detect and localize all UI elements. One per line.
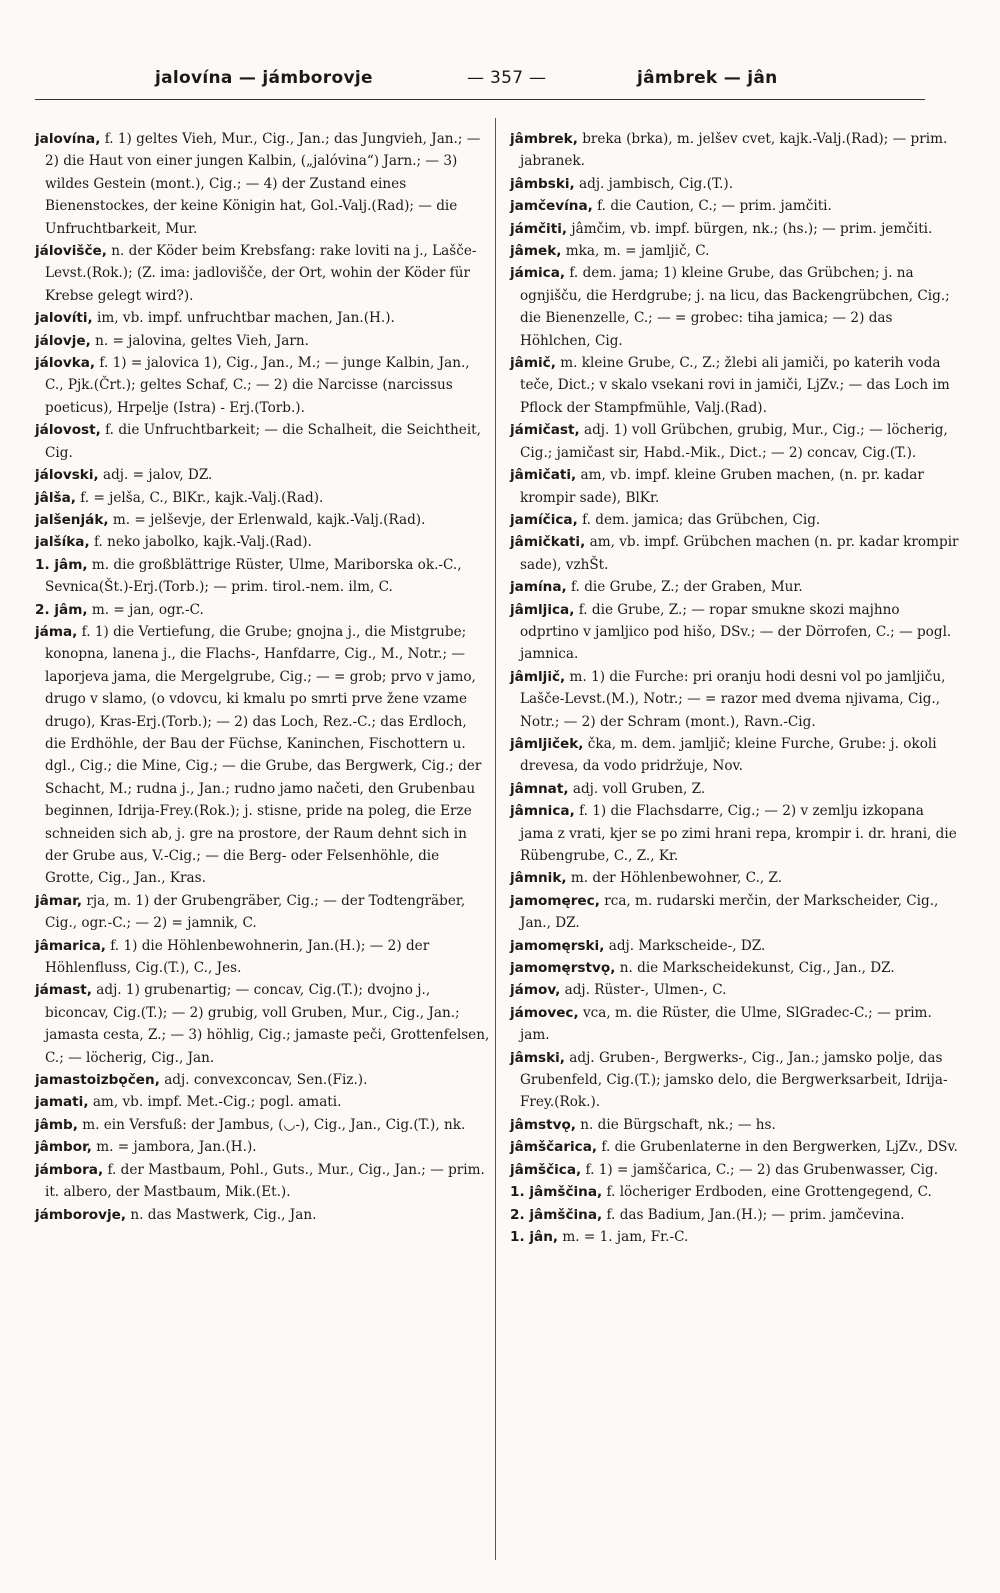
dictionary-entry: [510, 957, 960, 979]
entry-headword: jálovski,: [35, 467, 99, 484]
entry-definition: jâmčim, vb. impf. bürgen, nk.; (hs.); — prim. jemčiti.: [571, 220, 933, 237]
dictionary-entry: [510, 666, 960, 733]
dictionary-entry: [510, 1047, 960, 1114]
entry-definition: čka, m. dem. jamljič; kleine Furche, Grube: j. okoli drevesa, da vodo pridržuje, Nov.: [520, 735, 937, 775]
entry-headword: jâmnica,: [510, 803, 575, 820]
entry-definition: adj. convexconcav, Sen.(Fiz.).: [164, 1072, 368, 1089]
dictionary-entry: [510, 262, 960, 352]
dictionary-entry: [510, 599, 960, 666]
entry-definition: mka, m. = jamljič, C.: [565, 243, 710, 260]
dictionary-entry: [510, 173, 960, 195]
entry-definition: n. der Köder beim Krebsfang: rake loviti na j., Lašče-Levst.(Rok.); (Z. ima: jadlovišče, der Ort, wohin der Köder für Krebse gelegt wird?).: [45, 243, 477, 304]
dictionary-entry: [510, 867, 960, 889]
entry-headword: jamčevína,: [510, 198, 593, 215]
entry-headword: jáma,: [35, 623, 78, 640]
entry-headword: jâmarica,: [35, 937, 106, 954]
dictionary-entry: [510, 352, 960, 419]
dictionary-entry: [510, 1002, 960, 1047]
dictionary-entry: [35, 979, 490, 1069]
dictionary-entry: [510, 1136, 960, 1158]
entry-definition: n. die Markscheidekunst, Cig., Jan., DZ.: [619, 960, 895, 977]
entry-headword: jámbora,: [35, 1161, 104, 1178]
dictionary-entry: [510, 1204, 960, 1226]
dictionary-entry: [35, 599, 490, 621]
entry-headword: jamomęrec,: [510, 892, 600, 909]
entry-headword: jalšíka,: [35, 534, 90, 551]
entry-definition: f. löcheriger Erdboden, eine Grottengegend, C.: [606, 1184, 932, 1201]
dictionary-entry: [35, 531, 490, 553]
entry-definition: f. der Mastbaum, Pohl., Guts., Mur., Cig., Jan.; — prim. it. albero, der Mastbaum, Mik.(Et.).: [45, 1161, 485, 1201]
entry-headword: jâmič,: [510, 355, 556, 372]
right-column: [510, 128, 960, 1248]
entry-headword: jámovec,: [510, 1004, 579, 1021]
entry-headword: jamati,: [35, 1094, 89, 1111]
header-right-guide-words: jâmbrek — jân: [637, 68, 778, 88]
dictionary-entry: [35, 890, 490, 935]
column-divider: [495, 118, 496, 1560]
entry-headword: jalovíti,: [35, 310, 93, 327]
entry-definition: m. = jan, ogr.-C.: [91, 601, 204, 618]
entry-definition: f. neko jabolko, kajk.-Valj.(Rad).: [93, 534, 312, 551]
entry-definition: f. die Unfruchtbarkeit; — die Schalheit, die Seichtheit, Cig.: [45, 422, 481, 461]
entry-headword: 2. jâmščina,: [510, 1206, 603, 1223]
entry-definition: f. 1) die Höhlenbewohnerin, Jan.(H.); — 2) der Höhlenfluss, Cig.(T.), C., Jes.: [45, 937, 430, 977]
entry-definition: f. die Caution, C.; — prim. jamčiti.: [597, 198, 832, 215]
entry-definition: f. 1) die Vertiefung, die Grube; gnojna j., die Mistgrube; konopna, lanena j., die Flachs-, Hanfdarre, Cig., M., Notr.; — laporjeva jama, die Mergelgrube, Cig.; — = grob; prvo v jamo, drugo v slamo, (o vdovcu, ki kmalu po smrti prve žene vzame drugo), Kras-Erj.(Torb.); — 2) das Loch, Rez.-C.; das Erdloch, die Erdhöhle, der Bau der Füchse, Kaninchen, Fischottern u. dgl., Cig.; die Mine, Cig.; — die Grube, das Bergwerk, Cig.; der Schacht, M.; rudna j., Jan.; rudno jamo načeti, den Grubenbau beginnen, Idrija-Frey.(Rok.); j. stisne, pride na poleg, die Erze schneiden sich ab, j. gre na prostore, der Raum dehnt sich in der Grube aus, V.-Cig.; — die Berg- oder Felsenhöhle, die Grotte, Cig., Jan., Kras.: [45, 623, 482, 887]
entry-definition: f. 1) = jamščarica, C.; — 2) das Grubenwasser, Cig.: [585, 1161, 939, 1178]
entry-headword: jalšenják,: [35, 511, 109, 528]
entry-definition: am, vb. impf. Met.-Cig.; pogl. amati.: [92, 1094, 342, 1111]
entry-definition: f. 1) = jalovica 1), Cig., Jan., M.; — junge Kalbin, Jan., C., Pjk.(Črt.); geltes Schaf, C.; — 2) die Narcisse (narcissus poeticus), Hrpelje (Istra) - Erj.(Torb.).: [45, 355, 470, 416]
dictionary-entry: [510, 128, 960, 173]
entry-headword: jámov,: [510, 982, 561, 999]
entry-headword: jâmičati,: [510, 467, 577, 484]
entry-headword: jâlša,: [35, 489, 76, 506]
entry-definition: adj. 1) grubenartig; — concav, Cig.(T.); dvojno j., biconcav, Cig.(T.); — 2) grubig, voll Gruben, Mur., Cig., Jan.; jamasta cesta, Z.; — 3) höhlig, Cig.; jamaste peči, Grottenfelsen, C.; — löcherig, Cig., Jan.: [45, 982, 490, 1066]
dictionary-entry: [35, 1159, 490, 1204]
entry-headword: jálovišče,: [35, 243, 107, 260]
entry-definition: n. = jalovina, geltes Vieh, Jarn.: [95, 332, 309, 349]
entry-headword: jámborovje,: [35, 1206, 127, 1223]
entry-headword: jámičast,: [510, 422, 580, 439]
entry-definition: f. das Badium, Jan.(H.); — prim. jamčevina.: [606, 1206, 905, 1223]
dictionary-entry: [510, 1226, 960, 1248]
entry-headword: 1. jân,: [510, 1228, 559, 1245]
entry-headword: jâmski,: [510, 1049, 565, 1066]
entry-definition: f. die Grube, Z.; — ropar smukne skozi majhno odprtino v jamljico pod hišo, DSv.; — der Dörrofen, C.; — pogl. jamnica.: [520, 601, 952, 663]
entry-definition: f. die Grube, Z.; der Graben, Mur.: [571, 579, 803, 596]
entry-headword: jâmbrek,: [510, 131, 578, 147]
dictionary-entry: [35, 307, 490, 329]
entry-definition: adj. 1) voll Grübchen, grubig, Mur., Cig.; — löcherig, Cig.; jamičast sir, Habd.-Mik., Dict.; — 2) concav, Cig.(T.).: [520, 422, 948, 461]
dictionary-entry: [35, 464, 490, 486]
header-rule: [35, 99, 925, 100]
dictionary-entry: [510, 800, 960, 867]
entry-headword: jamastoizbǫčen,: [35, 1072, 160, 1089]
dictionary-entry: [510, 890, 960, 935]
dictionary-entry: [510, 1114, 960, 1136]
entry-headword: jâmbor,: [35, 1139, 92, 1156]
entry-definition: adj. voll Gruben, Z.: [572, 780, 706, 797]
entry-definition: vca, m. die Rüster, die Ulme, SlGradec-C.; — prim. jam.: [520, 1004, 932, 1044]
dictionary-entry: [35, 935, 490, 980]
entry-definition: breka (brka), m. jelšev cvet, kajk.-Valj.(Rad); — prim. jabranek.: [520, 131, 948, 170]
entry-definition: m. 1) die Furche: pri oranju hodi desni vol po jamljiču, Lašče-Levst.(M.), Notr.; — = razor med dvema njivama, Cig., Notr.; — 2) der Schram (mont.), Ravn.-Cig.: [520, 668, 946, 730]
entry-headword: jálovje,: [35, 332, 91, 349]
entry-definition: m. = jambora, Jan.(H.).: [96, 1139, 257, 1156]
dictionary-entry: [35, 240, 490, 307]
dictionary-entry: [510, 1181, 960, 1203]
entry-headword: jâmljič,: [510, 668, 566, 685]
entry-headword: jálovka,: [35, 355, 96, 372]
dictionary-entry: [510, 1159, 960, 1181]
entry-definition: n. die Bürgschaft, nk.; — hs.: [580, 1116, 776, 1133]
entry-headword: jâmljiček,: [510, 735, 584, 752]
entry-headword: jámica,: [510, 265, 566, 282]
dictionary-entry: [510, 979, 960, 1001]
entry-definition: adj. Gruben-, Bergwerks-, Cig., Jan.; jamsko polje, das Grubenfeld, Cig.(T.); jamsko delo, die Bergwerksarbeit, Idrija-Frey.(Rok.).: [520, 1049, 948, 1111]
dictionary-entry: [510, 576, 960, 598]
entry-definition: m. = 1. jam, Fr.-C.: [562, 1228, 689, 1245]
dictionary-entry: [510, 195, 960, 217]
dictionary-entry: [510, 509, 960, 531]
entry-definition: f. = jelša, C., BlKr., kajk.-Valj.(Rad).: [80, 489, 324, 506]
entry-headword: jâmstvǫ,: [510, 1116, 576, 1133]
entry-definition: m. kleine Grube, C., Z.; žlebi ali jamiči, po katerih voda teče, Dict.; v skalo vsekani rovi in jamiči, LjZv.; — das Loch im Pflock der Stampfmühle, Valj.(Rad).: [520, 355, 950, 416]
entry-definition: f. die Grubenlaterne in den Bergwerken, LjZv., DSv.: [601, 1139, 958, 1156]
entry-headword: jâmščica,: [510, 1161, 582, 1178]
entry-definition: adj. Rüster-, Ulmen-, C.: [564, 982, 727, 999]
entry-headword: jâmnik,: [510, 870, 567, 887]
entry-headword: jâmbski,: [510, 175, 575, 192]
dictionary-entry: [510, 733, 960, 778]
entry-headword: jâmščarica,: [510, 1139, 598, 1156]
entry-definition: m. der Höhlenbewohner, C., Z.: [570, 870, 783, 887]
entry-headword: jâmljica,: [510, 601, 575, 618]
dictionary-entry: [510, 218, 960, 240]
left-column: [35, 128, 490, 1226]
entry-definition: m. die großblättrige Rüster, Ulme, Mariborska ok.-C., Sevnica(Št.)-Erj.(Torb.); — prim. tirol.-nem. ilm, C.: [45, 556, 462, 596]
entry-definition: im, vb. impf. unfruchtbar machen, Jan.(H.).: [97, 310, 395, 327]
dictionary-entry: [35, 330, 490, 352]
entry-headword: jámčiti,: [510, 220, 568, 237]
dictionary-entry: [35, 1114, 490, 1136]
entry-headword: 1. jâm,: [35, 556, 88, 573]
entry-definition: m. = jelševje, der Erlenwald, kajk.-Valj.(Rad).: [112, 511, 426, 528]
entry-headword: jâmb,: [35, 1116, 78, 1133]
entry-definition: f. dem. jama; 1) kleine Grube, das Grübchen; j. na ognjišču, die Herdgrube; j. na licu, das Backengrübchen, Cig.; die Bienenzelle, C.; — = grobec: tiha jamica; — 2) das Höhlchen, Cig.: [520, 265, 950, 349]
entry-definition: adj. jambisch, Cig.(T.).: [579, 175, 734, 192]
dictionary-entry: [510, 419, 960, 464]
entry-headword: jâmnat,: [510, 780, 569, 797]
entry-definition: f. dem. jamica; das Grübchen, Cig.: [582, 511, 821, 528]
entry-definition: am, vb. impf. kleine Gruben machen, (n. pr. kadar krompir sade), BlKr.: [520, 467, 924, 506]
dictionary-entry: [35, 509, 490, 531]
entry-headword: jamíčica,: [510, 511, 578, 528]
entry-headword: jamomęrstvǫ,: [510, 960, 616, 977]
entry-headword: jálovost,: [35, 422, 101, 439]
dictionary-entry: [510, 240, 960, 262]
entry-definition: adj. Markscheide-, DZ.: [608, 937, 766, 954]
dictionary-entry: [35, 1204, 490, 1226]
dictionary-entry: [35, 487, 490, 509]
entry-headword: jalovína,: [35, 131, 101, 147]
entry-headword: jámast,: [35, 982, 92, 999]
dictionary-entry: [35, 128, 490, 240]
entry-headword: 2. jâm,: [35, 601, 88, 618]
entry-headword: jamomęrski,: [510, 937, 605, 954]
entry-definition: adj. = jalov, DZ.: [102, 467, 213, 484]
entry-definition: rca, m. rudarski merčin, der Markscheider, Cig., Jan., DZ.: [520, 892, 939, 932]
entry-definition: n. das Mastwerk, Cig., Jan.: [130, 1206, 317, 1223]
dictionary-entry: [35, 1091, 490, 1113]
dictionary-entry: [35, 352, 490, 419]
entry-headword: jâmek,: [510, 243, 562, 260]
dictionary-entry: [35, 419, 490, 464]
entry-headword: jâmičkati,: [510, 534, 586, 551]
dictionary-entry: [35, 1136, 490, 1158]
entry-definition: am, vb. impf. Grübchen machen (n. pr. kadar krompir sade), vzhŠt.: [520, 534, 959, 573]
dictionary-entry: [510, 935, 960, 957]
entry-definition: m. ein Versfuß: der Jambus, (◡-), Cig., Jan., Cig.(T.), nk.: [82, 1116, 466, 1133]
page-number: — 357 —: [467, 68, 547, 88]
dictionary-entry: [35, 554, 490, 599]
dictionary-entry: [510, 778, 960, 800]
entry-headword: jâmar,: [35, 892, 83, 909]
entry-headword: jamína,: [510, 579, 567, 596]
dictionary-entry: [35, 1069, 490, 1091]
dictionary-entry: [510, 531, 960, 576]
entry-definition: f. 1) geltes Vieh, Mur., Cig., Jan.; das Jungvieh, Jan.; — 2) die Haut von einer jungen Kalbin, („jalóvina“) Jarn.; — 3) wildes Gestein (mont.), Cig.; — 4) der Zustand eines Bienenstockes, der keine Königin hat, Gol.-Valj.(Rad); — die Unfruchtbarkeit, Mur.: [45, 131, 481, 237]
entry-headword: 1. jâmščina,: [510, 1184, 603, 1201]
entry-definition: f. 1) die Flachsdarre, Cig.; — 2) v zemlju izkopana jama z vrati, kjer se po zimi hrani repa, krompir i. dr. hrani, die Rübengrube, C., Z., Kr.: [520, 803, 957, 864]
dictionary-entry: [510, 464, 960, 509]
header-left-guide-words: jalovína — jámborovje: [155, 68, 373, 88]
entry-definition: rja, m. 1) der Grubengräber, Cig.; — der Todtengräber, Cig., ogr.-C.; — 2) = jamnik, C.: [45, 892, 466, 932]
dictionary-entry: [35, 621, 490, 890]
